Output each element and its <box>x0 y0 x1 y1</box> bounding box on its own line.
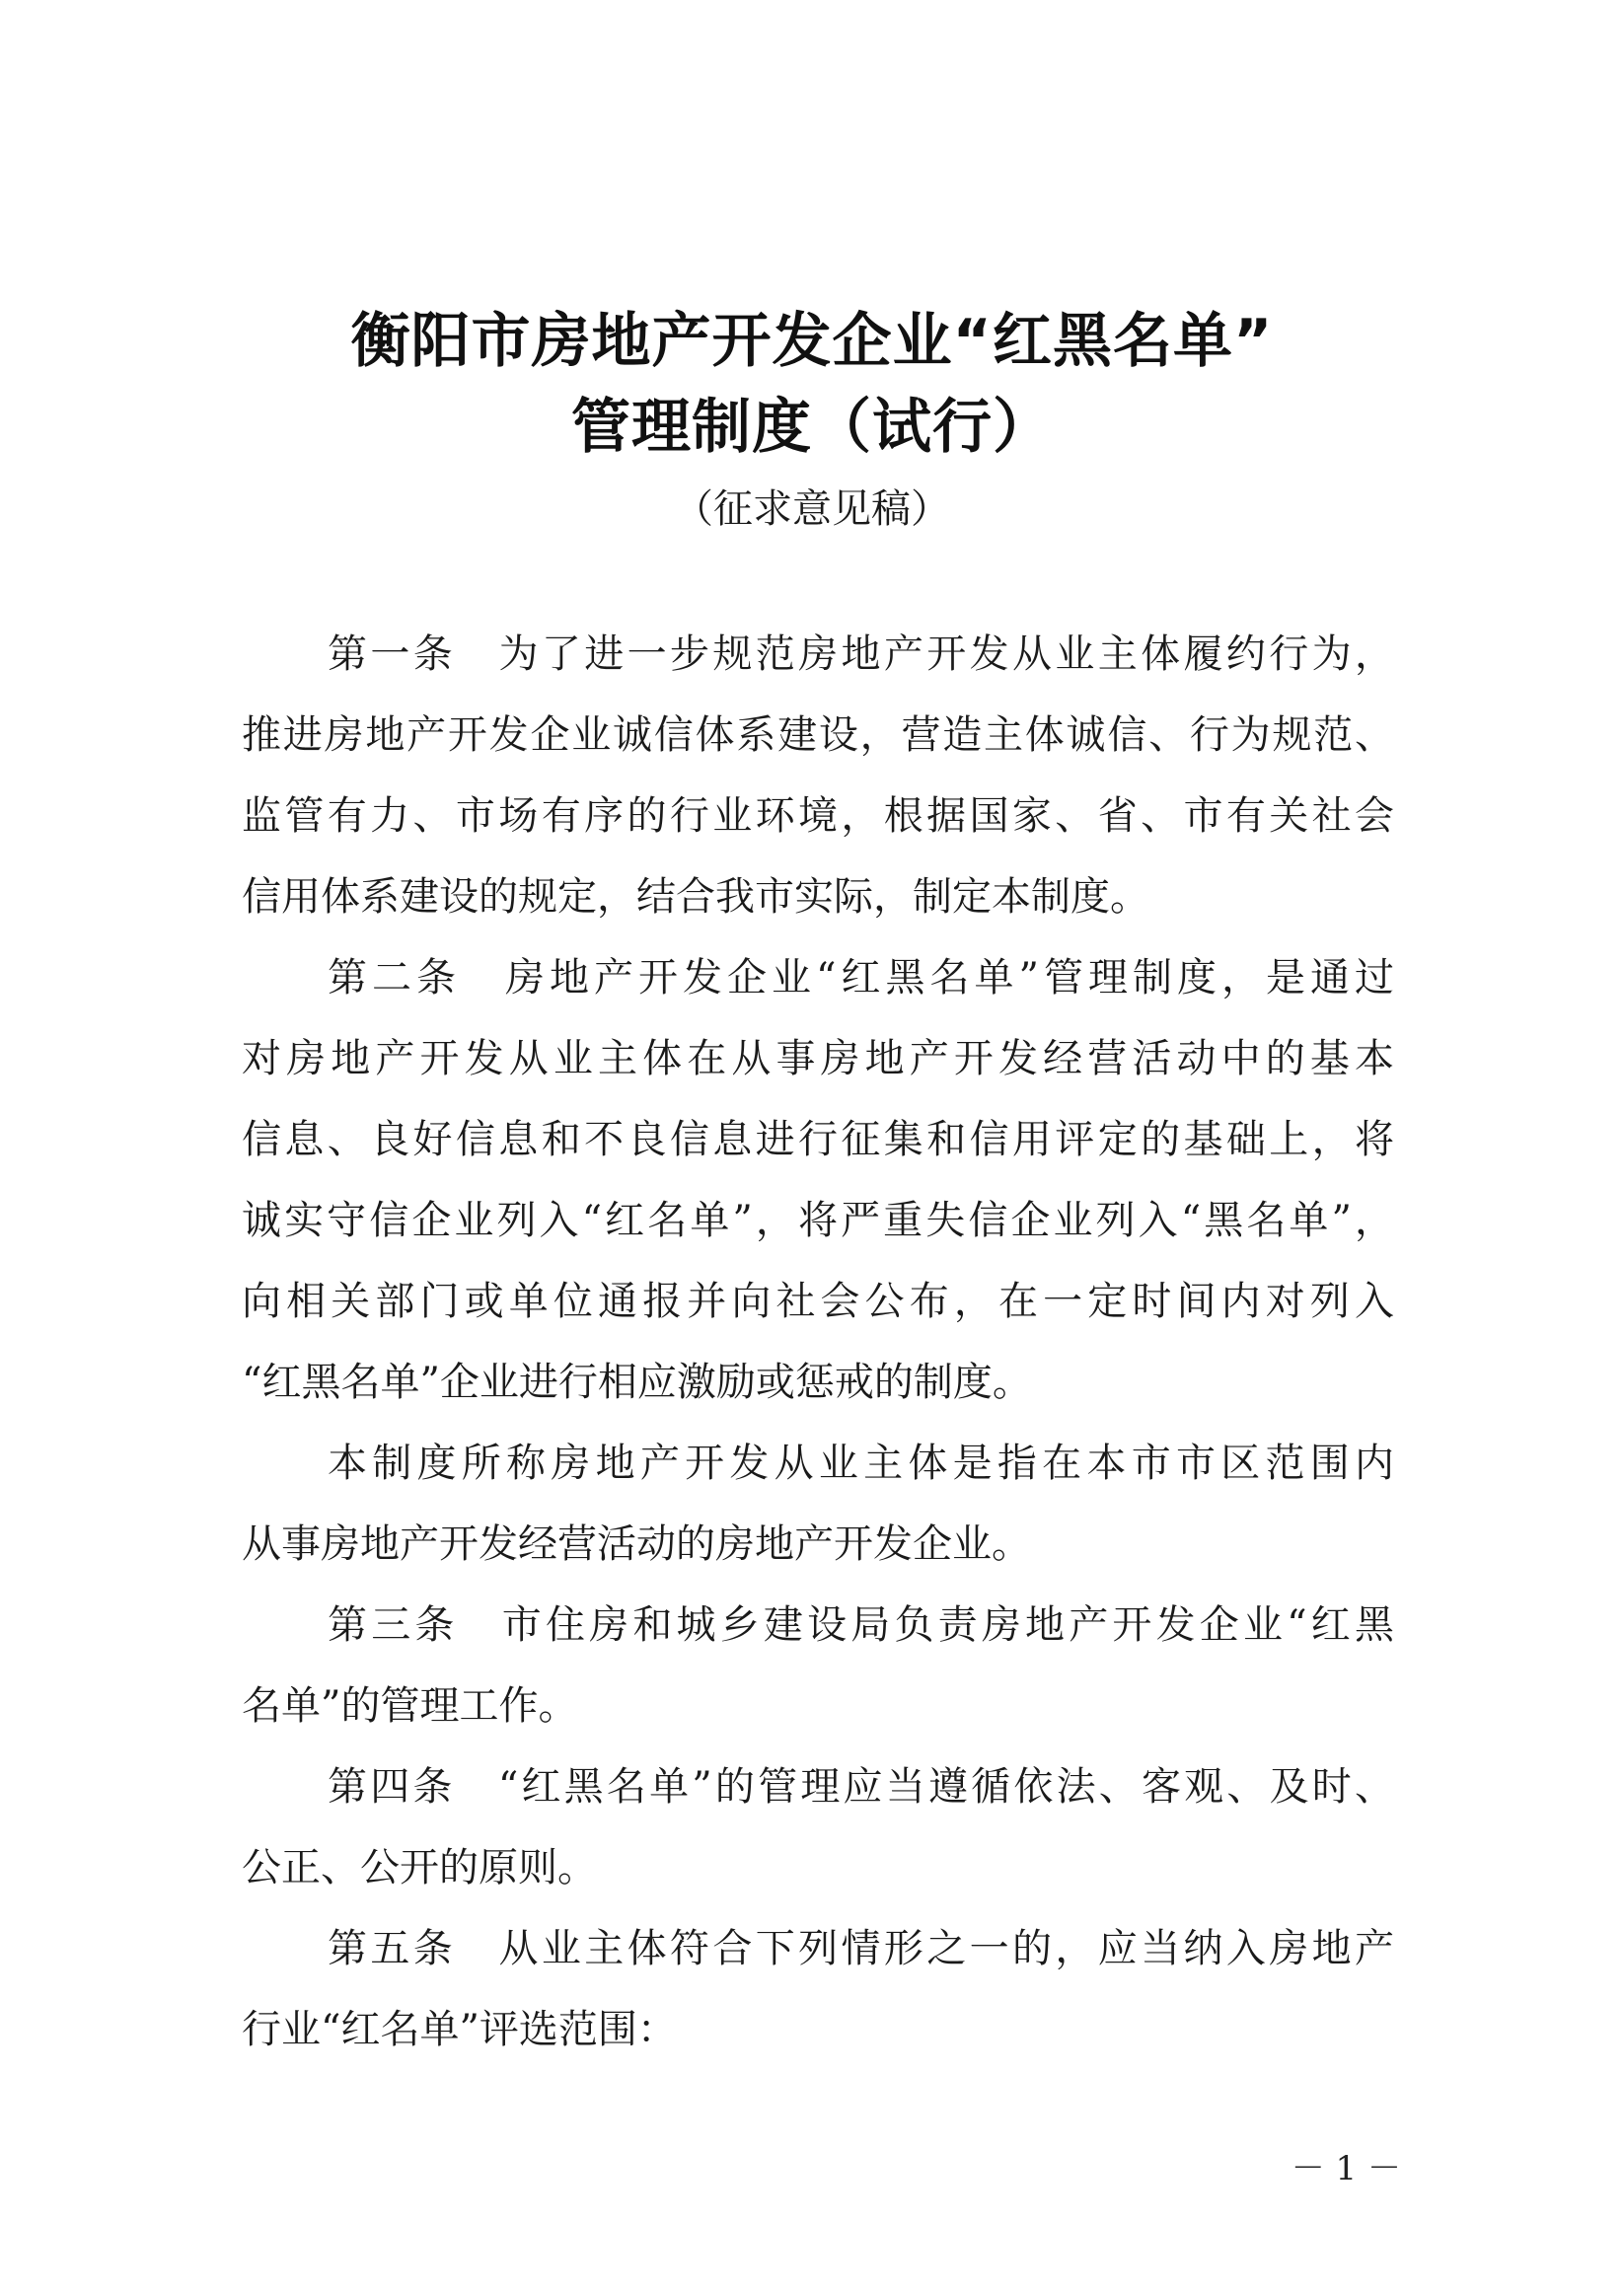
body-line: 本制度所称房地产开发从业主体是指在本市市区范围内 <box>328 1441 1394 1486</box>
body-line: 第一条 为了进一步规范房地产开发从业主体履约行为， <box>328 631 1394 677</box>
body-line: 第三条 市住房和城乡建设局负责房地产开发企业“红黑 <box>328 1602 1394 1648</box>
page-number: － 1 － <box>1291 2149 1401 2188</box>
body-line: 信用体系建设的规定，结合我市实际，制定本制度。 <box>242 874 1149 920</box>
body-line: 信息、良好信息和不良信息进行征集和信用评定的基础上，将 <box>242 1117 1394 1162</box>
body-line: 名单”的管理工作。 <box>242 1683 578 1729</box>
body-line: 行业“红名单”评选范围： <box>242 2007 677 2052</box>
body-line: 诚实守信企业列入“红名单”，将严重失信企业列入“黑名单”， <box>242 1198 1394 1243</box>
body-line: 第四条 “红黑名单”的管理应当遵循依法、客观、及时、 <box>328 1764 1394 1810</box>
document-title-line-2: 管理制度（试行） <box>571 393 1053 462</box>
document-subtitle: （征求意见稿） <box>674 486 950 532</box>
body-line: 第二条 房地产开发企业“红黑名单”管理制度，是通过 <box>328 955 1394 1000</box>
document-title-line-1: 衡阳市房地产开发企业“红黑名单” <box>350 307 1274 376</box>
body-line: 公正、公开的原则。 <box>242 1845 597 1890</box>
body-line: 对房地产开发从业主体在从事房地产开发经营活动中的基本 <box>242 1036 1394 1081</box>
body-line: 推进房地产开发企业诚信体系建设，营造主体诚信、行为规范、 <box>242 712 1394 758</box>
body-line: 第五条 从业主体符合下列情形之一的，应当纳入房地产 <box>328 1926 1394 1971</box>
body-line: 从事房地产开发经营活动的房地产开发企业。 <box>242 1521 1031 1567</box>
body-line: 向相关部门或单位通报并向社会公布，在一定时间内对列入 <box>242 1279 1394 1324</box>
body-line: 监管有力、市场有序的行业环境，根据国家、省、市有关社会 <box>242 793 1394 839</box>
body-line: “红黑名单”企业进行相应激励或惩戒的制度。 <box>242 1360 1032 1405</box>
